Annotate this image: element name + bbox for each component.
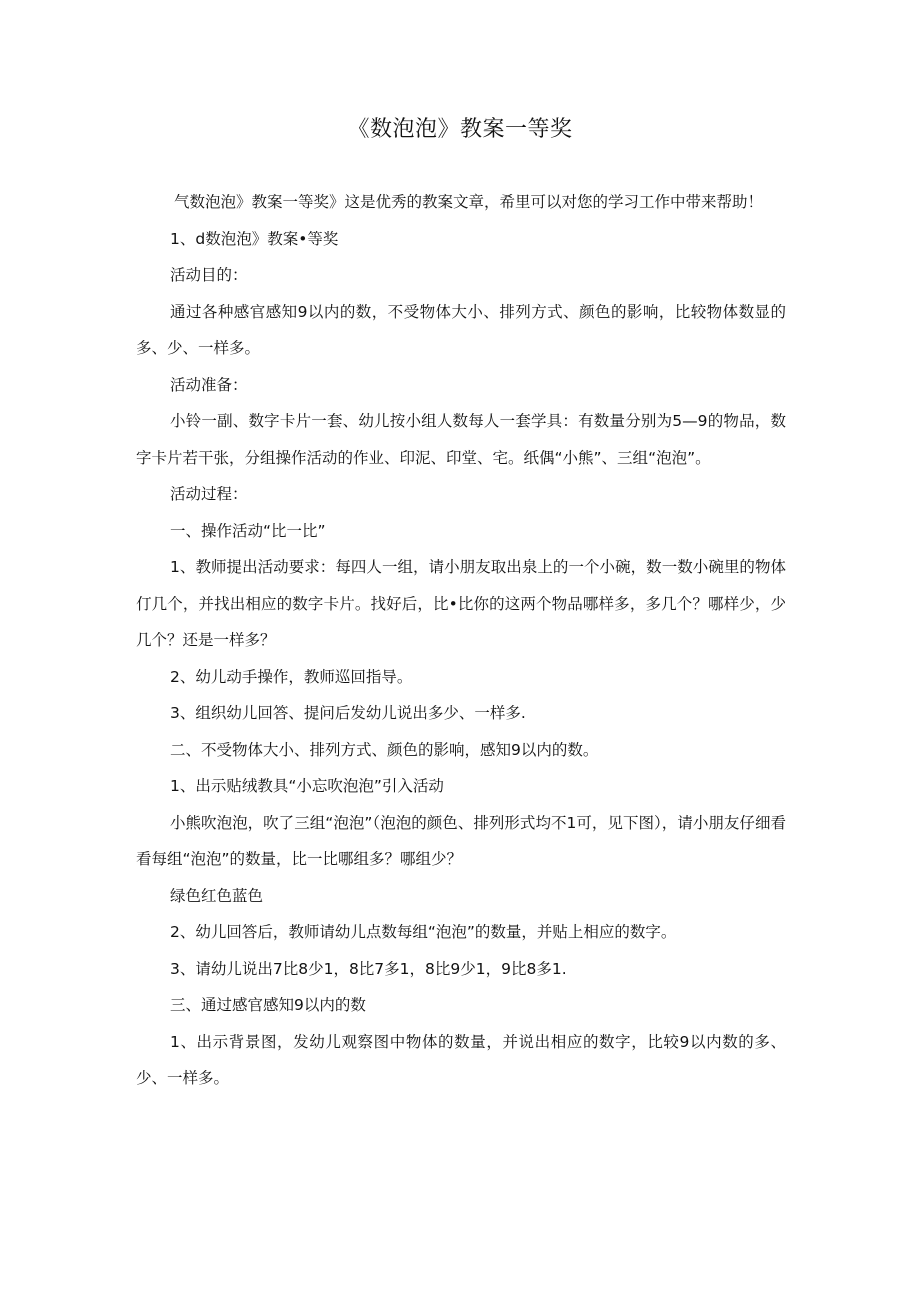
paragraph-step-one-heading: 一、操作活动“比一比”	[170, 521, 326, 540]
paragraph-colors: 绿色红色蓝色	[170, 886, 264, 905]
paragraph-step-two-3: 3、请幼儿说出7比8少1，8比7多1，8比9少1，9比8多1.	[170, 959, 567, 978]
paragraph-goal-text: 通过各种感官感知9以内的数，不受物体大小、排列方式、颜色的影响，比较物体数显的多、少、一样多。	[136, 302, 786, 357]
document-body	[136, 184, 786, 1097]
paragraph-process-heading: 活动过程：	[170, 485, 248, 503]
paragraph-step-one-1: 1、教师提出活动要求：每四人一组，请小朋友取出泉上的一个小碗，数一数小碗里的物体仃几个，并找出相应的数字卡片。找好后，比•比你的这两个物品哪样多，多几个？哪样少，少几个？还是一样多？	[136, 558, 786, 649]
paragraph-step-two-bubbles: 小熊吹泡泡，吹了三组“泡泡”（泡泡的颜色、排列形式均不1可，见下图），请小朋友仔细看看每组“泡泡”的数量，比一比哪组多？哪组少？	[136, 813, 786, 868]
paragraph-step-two-1: 1、出示贴绒教具“小忘吹泡泡”引入活动	[170, 777, 444, 795]
paragraph-step-three-1: 1、出示背景图，发幼儿观察图中物体的数量，并说出相应的数字，比较9以内数的多、少、一样多。	[136, 1032, 786, 1087]
paragraph-step-two-2: 2、幼儿回答后，教师请幼儿点数每组“泡泡”的数量，并贴上相应的数字。	[170, 923, 677, 941]
paragraph-prep-text: 小铃一副、数字卡片一套、幼儿按小组人数每人一套学具：有数量分别为5—9的物品，数字卡片若干张，分组操作活动的作业、印泥、印堂、宅。纸偶“小熊”、三组“泡泡”。	[136, 412, 786, 467]
paragraph-step-two-heading: 二、不受物体大小、排列方式、颜色的影响，感知9以内的数。	[170, 740, 599, 759]
paragraph-step-three-heading: 三、通过感官感知9以内的数	[170, 996, 366, 1014]
paragraph-prep-heading: 活动准备：	[170, 375, 248, 394]
paragraph-step-one-2: 2、幼儿动手操作，教师巡回指导。	[170, 667, 413, 686]
document-title: 《数泡泡》教案一等奖	[347, 117, 573, 142]
paragraph-goal-heading: 活动目的：	[170, 266, 248, 284]
paragraph-intro: 气数泡泡》教案一等奖》这是优秀的教案文章，希里可以对您的学习工作中带来帮助！	[174, 193, 764, 211]
paragraph-step-one-3: 3、组织幼儿回答、提问后发幼儿说出多少、一样多.	[170, 704, 526, 722]
paragraph-section-heading: 1、d数泡泡》教案•等奖	[170, 229, 339, 248]
